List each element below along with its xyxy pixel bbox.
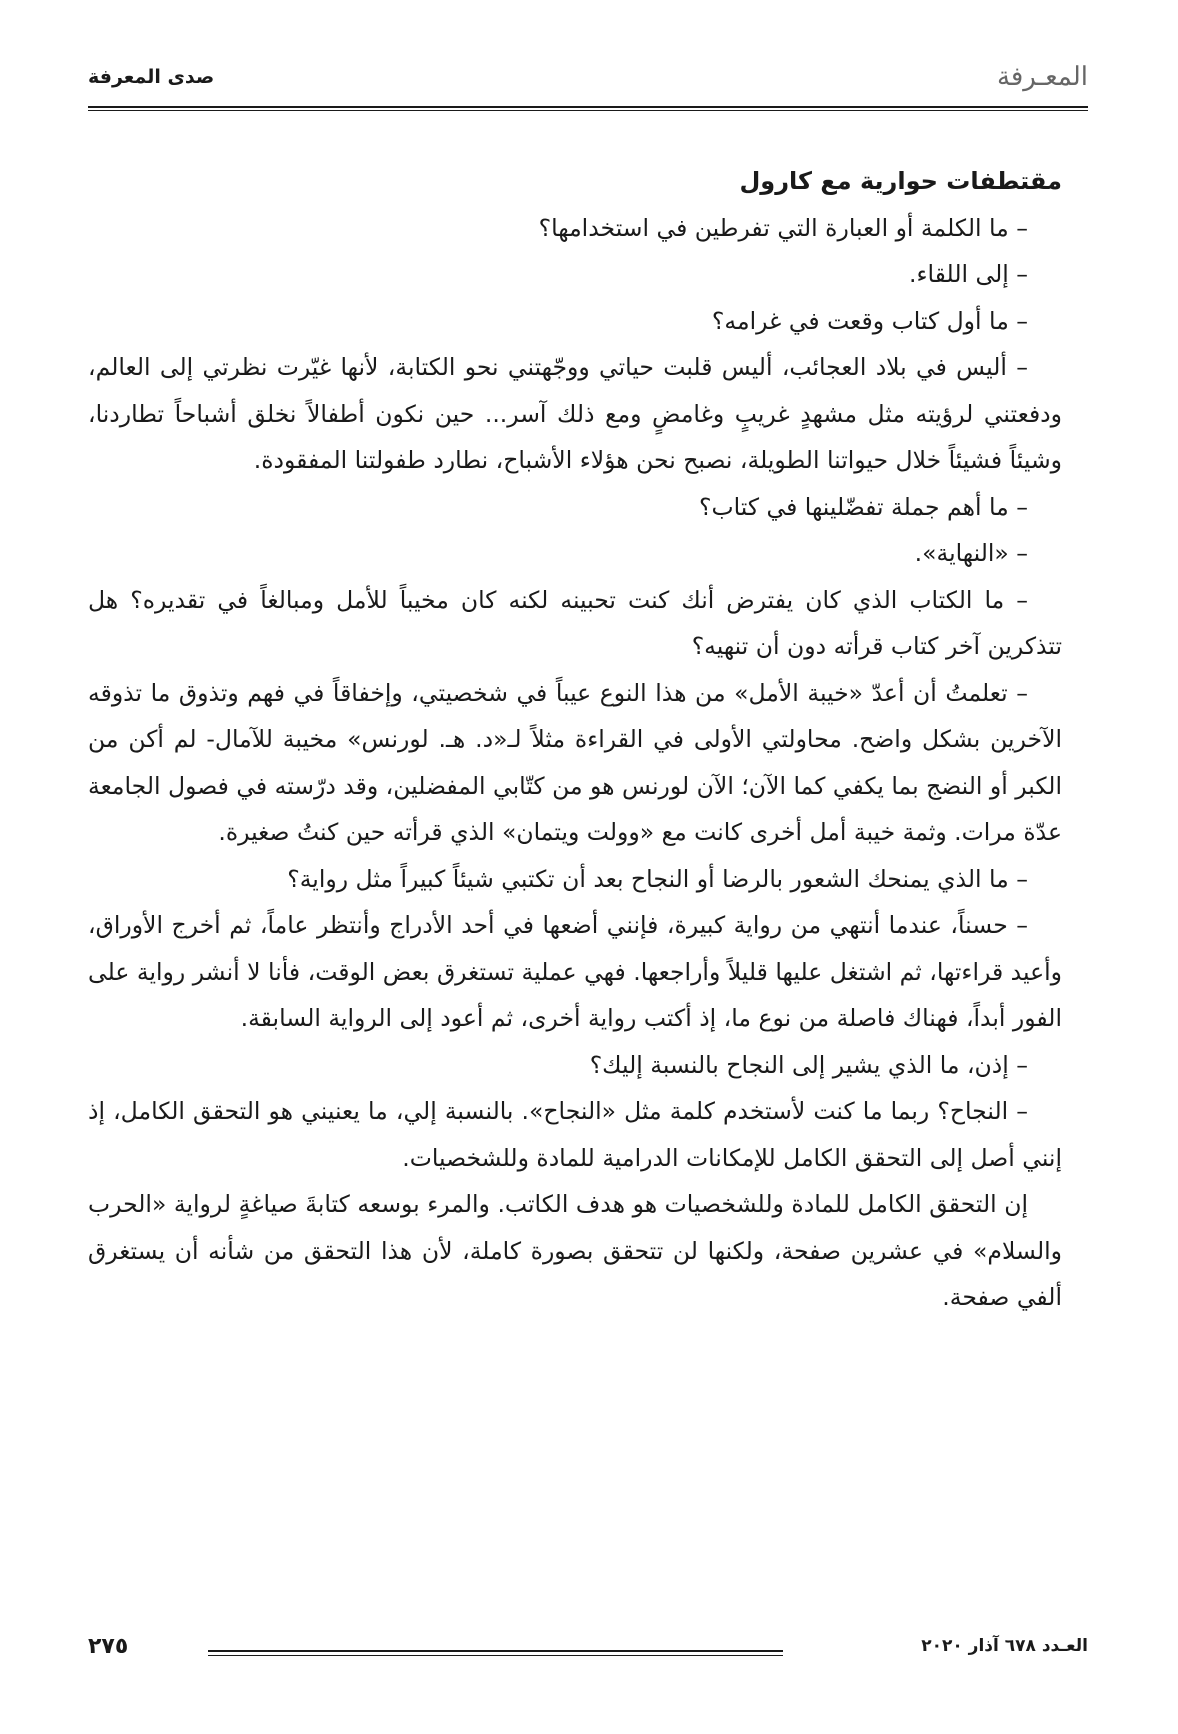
interview-question: – ما الذي يمنحك الشعور بالرضا أو النجاح بعد أن تكتبي شيئاً كبيراً مثل رواية؟: [287, 864, 1028, 893]
interview-answer: – أليس في بلاد العجائب، أليس قلبت حياتي ووجّهتني نحو الكتابة، لأنها غيّرت نظرتي إلى العالم، ودفعتني لرؤيته مثل مشهدٍ غريبٍ وغامضٍ ومع ذلك آسر... حين نكون أطفالاً نخلق أشباحاً تطاردنا، وشيئاً فشيئاً خلال حيواتنا الطويلة، نصبح نحن هؤلاء الأشباح، نطارد طفولتنا المفقودة.: [88, 353, 1062, 474]
closing-paragraph: إن التحقق الكامل للمادة وللشخصيات هو هدف الكاتب. والمرء بوسعه كتابةَ صياغةٍ لرواية «الحرب والسلام» في عشرين صفحة، ولكنها لن تتحقق بصورة كاملة، لأن هذا التحقق من شأنه أن يستغرق ألفي صفحة.: [88, 1190, 1062, 1311]
interview-answer: – «النهاية».: [914, 539, 1028, 567]
header-divider-thin: [88, 110, 1088, 111]
interview-question: – ما أول كتاب وقعت في غرامه؟: [711, 306, 1028, 335]
section-title: صدى المعرفة: [88, 66, 215, 88]
interview-answer: – تعلمتُ أن أعدّ «خيبة الأمل» من هذا النوع عيباً في شخصيتي، وإخفاقاً في فهم وتذوق ما تذوقه الآخرين بشكل واضح. محاولتي الأولى في القراءة مثلاً لـ«د. هـ. لورنس» مخيبة للآمال- لم أكن من الكبر أو النضج بما يكفي كما الآن؛ الآن لورنس هو من كتّابي المفضلين، وقد درّسته في فصول الجامعة عدّة مرات. وثمة خيبة أمل أخرى كانت مع «وولت ويتمان» الذي قرأته حين كنتُ صغيرة.: [88, 678, 1062, 846]
footer-divider-thin: [208, 1655, 783, 1656]
header-divider: [88, 106, 1088, 108]
issue-info: العـدد ٦٧٨ آذار ٢٠٢٠: [921, 1636, 1088, 1656]
interview-question: – ما الكلمة أو العبارة التي تفرطين في استخدامها؟: [538, 213, 1028, 242]
article-title: مقتطفات حوارية مع كارول: [739, 167, 1062, 195]
interview-question: – إذن، ما الذي يشير إلى النجاح بالنسبة إليك؟: [589, 1050, 1028, 1079]
interview-answer: – إلى اللقاء.: [908, 260, 1028, 288]
magazine-logo: المعـرفة: [996, 62, 1088, 92]
interview-question: – ما أهم جملة تفضّلينها في كتاب؟: [699, 492, 1028, 521]
page-header: [88, 62, 1088, 102]
article-body: [88, 158, 1062, 1321]
interview-question: – ما الكتاب الذي كان يفترض أنك كنت تحبينه لكنه كان مخيباً للأمل ومبالغاً في تقديره؟ هل تتذكرين آخر كتاب قرأته دون أن تنهيه؟: [88, 585, 1062, 660]
interview-answer: – حسناً، عندما أنتهي من رواية كبيرة، فإنني أضعها في أحد الأدراج وأنتظر عاماً، ثم أخرج الأوراق، وأعيد قراءتها، ثم اشتغل عليها قليلاً وأراجعها. فهي عملية تستغرق بعض الوقت، فأنا لا أنشر رواية على الفور أبداً، فهناك فاصلة من نوع ما، إذ أكتب رواية أخرى، ثم أعود إلى الرواية السابقة.: [88, 911, 1062, 1032]
page-footer: [88, 1636, 1088, 1666]
footer-divider: [208, 1650, 783, 1652]
page-number: ٢٧٥: [88, 1634, 129, 1659]
interview-answer: – النجاح؟ ربما ما كنت لأستخدم كلمة مثل «النجاح». بالنسبة إلي، ما يعنيني هو التحقق الكامل، إذ إنني أصل إلى التحقق الكامل للإمكانات الدرامية للمادة وللشخصيات.: [88, 1097, 1062, 1172]
